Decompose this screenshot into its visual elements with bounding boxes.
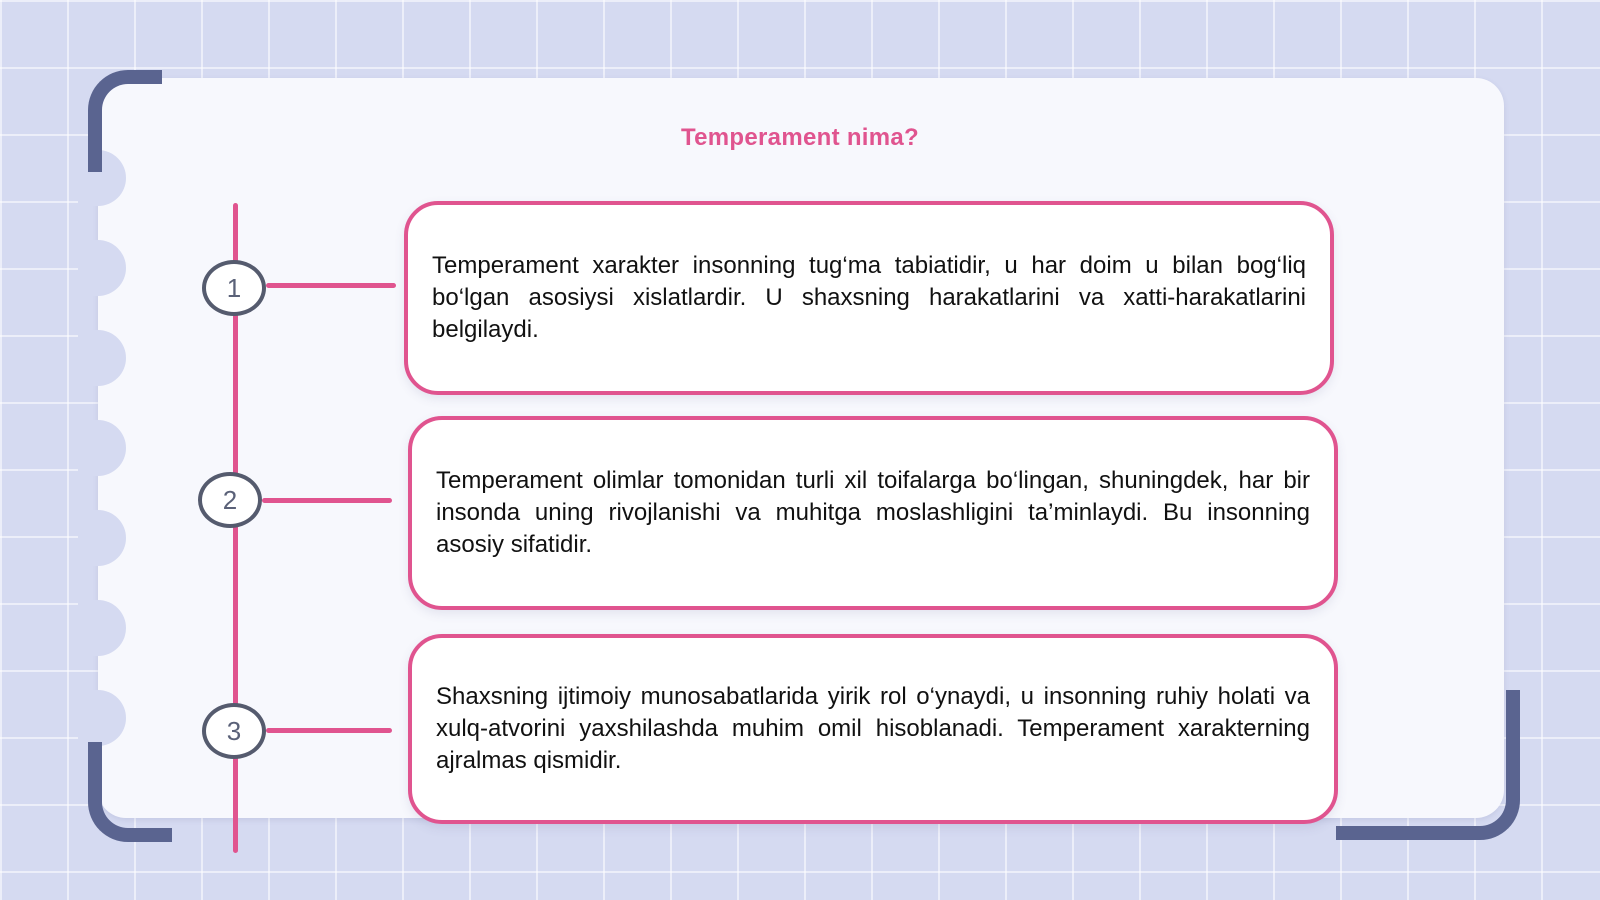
- connector-1: [266, 283, 396, 288]
- corner-bracket-bottom-right: [1336, 690, 1520, 840]
- step-number-1: 1: [202, 260, 266, 316]
- slide-title: Temperament nima?: [680, 124, 920, 151]
- info-box-1: [404, 201, 1334, 395]
- connector-3: [266, 728, 392, 733]
- step-number-3: 3: [202, 703, 266, 759]
- info-text-2: Temperament olimlar tomonidan turli xil toifalarga bo‘lingan, shuningdek, har bir insonda uning rivojlanishi va muhitga moslashligini ta’minlaydi. Bu insonning asosiy sifatidir.: [436, 467, 1310, 558]
- info-box-3: [408, 634, 1338, 824]
- info-box-2: [408, 416, 1338, 610]
- info-text-1: Temperament xarakter insonning tug‘ma tabiatidir, u har doim u bilan bog‘liq bo‘lgan asosiysi xislatlardir. U shaxsning harakatlarini va xatti-harakatlarini belgilaydi.: [432, 252, 1306, 343]
- corner-bracket-top-left: [88, 70, 162, 172]
- connector-2: [262, 498, 392, 503]
- corner-bracket-bottom-left: [88, 742, 172, 842]
- step-number-2: 2: [198, 472, 262, 528]
- info-text-3: Shaxsning ijtimoiy munosabatlarida yirik rol o‘ynaydi, u insonning ruhiy holati va xulq-atvorini yaxshilashda muhim omil hisoblanadi. Temperament xarakterning ajralmas qismidir.: [436, 683, 1310, 774]
